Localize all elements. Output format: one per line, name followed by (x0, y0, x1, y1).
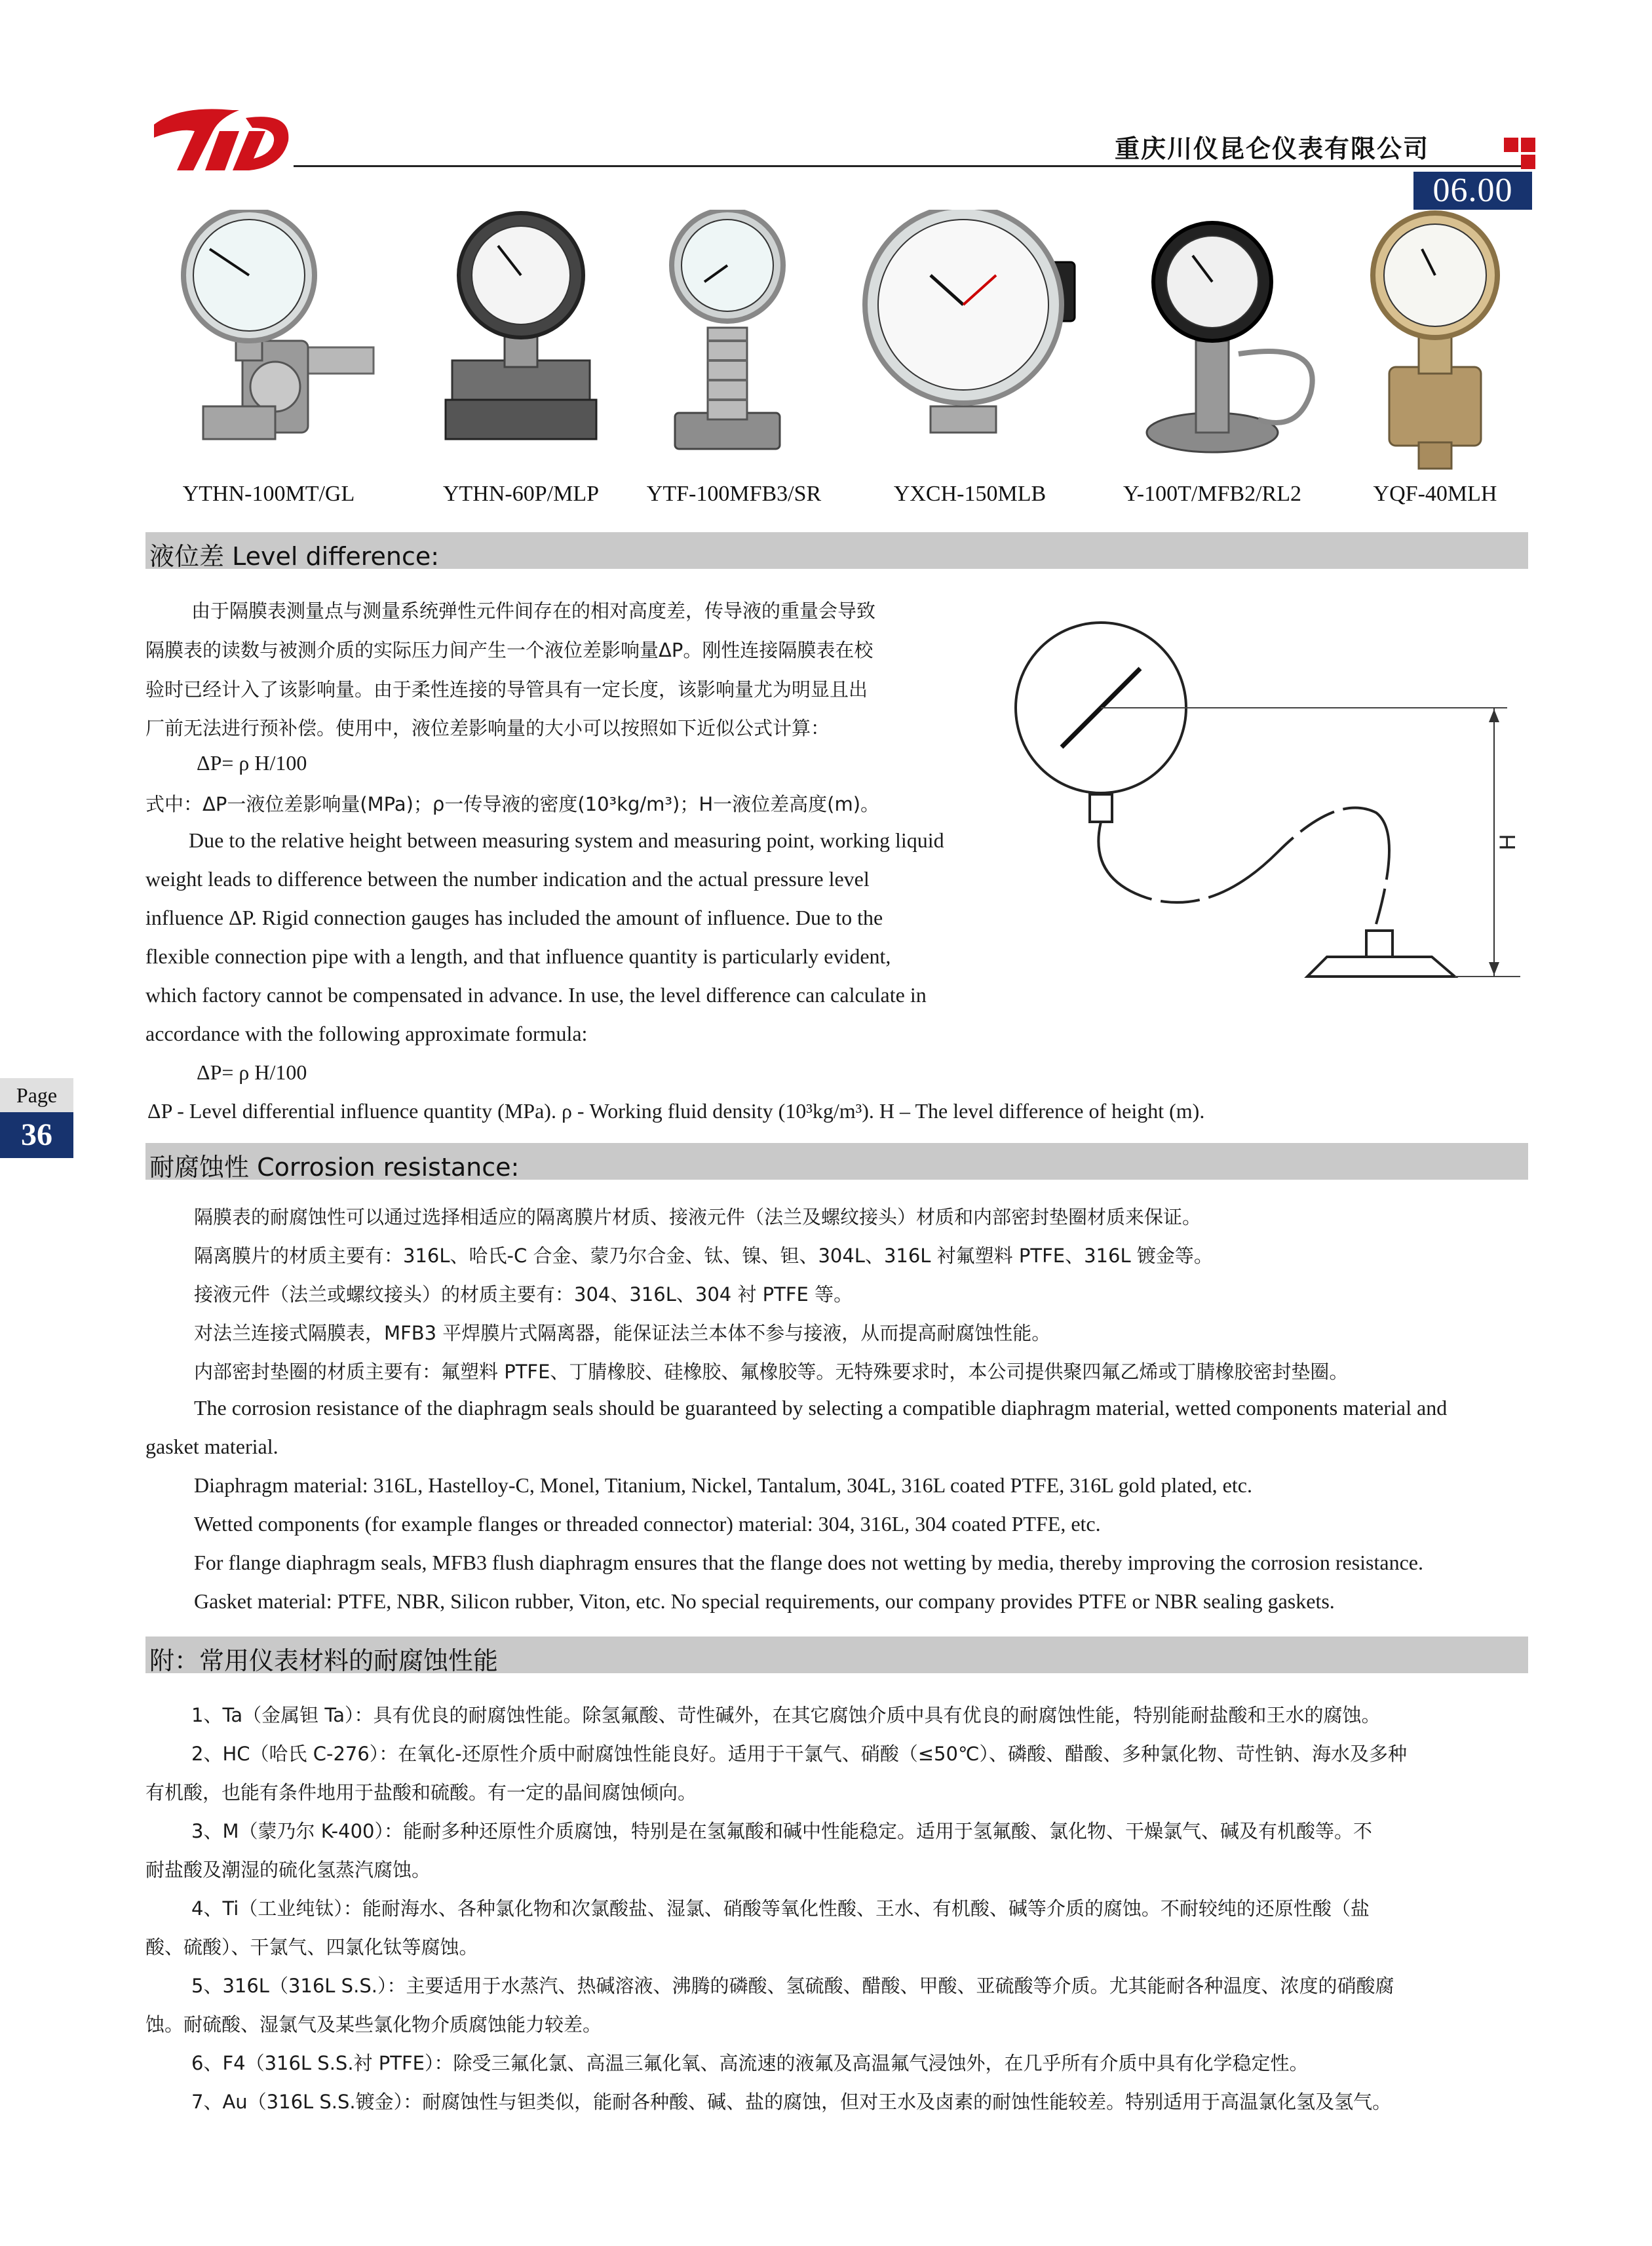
page-number: 36 (0, 1112, 73, 1158)
level-en-line-3: influence ΔP. Rigid connection gauges has included the amount of influence. Due to the (145, 906, 883, 929)
product-caption-2: YTHN-60P/MLP (442, 482, 600, 506)
appendix-line-10: 6、F4（316L S.S.衬 PTFE）：除受三氟化氯、高温三氟化氧、高流速的液氟及高温氟气浸蚀外，在几乎所有介质中具有化学稳定性。 (191, 2052, 1309, 2074)
company-logo (141, 105, 295, 177)
level-difference-diagram (996, 616, 1533, 1003)
level-en-line-1: Due to the relative height between measuring system and measuring point, working liquid (189, 828, 944, 852)
corrosion-en-line-6: Gasket material: PTFE, NBR, Silicon rubber, Viton, etc. No special requirements, our company provides PTFE or NBR sealing gaskets. (194, 1589, 1335, 1613)
product-caption-3: YTF-100MFB3/SR (646, 482, 822, 506)
level-en-line-2: weight leads to difference between the number indication and the actual pressure level (145, 867, 870, 891)
company-name: 重庆川仪昆仑仪表有限公司 (1114, 134, 1429, 163)
product-caption-4: YXCH-150MLB (893, 482, 1047, 506)
product-image-4 (858, 210, 1088, 472)
appendix-line-3: 有机酸，也能有条件地用于盐酸和硫酸。有一定的晶间腐蚀倾向。 (145, 1781, 697, 1804)
product-caption-5: Y-100T/MFB2/RL2 (1123, 482, 1302, 506)
appendix-line-6: 4、Ti（工业纯钛）：能耐海水、各种氯化物和次氯酸盐、湿氯、硝酸等氧化性酸、王水、有机酸、碱等介质的腐蚀。不耐较纯的还原性酸（盐 (191, 1897, 1370, 1920)
product-image-3 (655, 210, 799, 478)
level-cn-line-1: 由于隔膜表测量点与测量系统弹性元件间存在的相对高度差，传导液的重量会导致 (191, 600, 876, 622)
product-image-1 (157, 210, 380, 472)
appendix-line-5: 耐盐酸及潮湿的硫化氢蒸汽腐蚀。 (145, 1859, 431, 1881)
header-rule (294, 165, 1532, 167)
appendix-line-9: 蚀。耐硫酸、湿氯气及某些氯化物介质腐蚀能力较差。 (145, 2013, 602, 2036)
appendix-line-4: 3、M（蒙乃尔 K-400）：能耐多种还原性介质腐蚀，特别是在氢氟酸和碱中性能稳定。适用于氢氟酸、氯化物、干燥氯气、碱及有机酸等。不 (191, 1820, 1372, 1842)
product-image-5 (1140, 210, 1350, 472)
level-cn-line-4: 厂前无法进行预补偿。使用中，液位差影响量的大小可以按照如下近似公式计算： (145, 717, 830, 739)
level-en-line-6: accordance with the following approximate formula: (145, 1022, 588, 1045)
corrosion-cn-line-2: 隔离膜片的材质主要有：316L、哈氏-C 合金、蒙乃尔合金、钛、镍、钽、304L、316L 衬氟塑料 PTFE、316L 镀金等。 (194, 1245, 1213, 1267)
corrosion-en-line-3: Diaphragm material: 316L, Hastelloy-C, Monel, Titanium, Nickel, Tantalum, 304L, 316L coated PTFE, 316L gold plated, etc. (194, 1473, 1252, 1497)
section-bar-appendix (145, 1636, 1528, 1673)
corrosion-en-line-2: gasket material. (145, 1435, 279, 1458)
section-title-appendix: 附：常用仪表材料的耐腐蚀性能 (149, 1646, 499, 1675)
corrosion-en-line-5: For flange diaphragm seals, MFB3 flush diaphragm ensures that the flange does not wetting by media, thereby improving the corrosion resistance. (194, 1551, 1423, 1574)
corrosion-cn-line-4: 对法兰连接式隔膜表，MFB3 平焊膜片式隔离器，能保证法兰本体不参与接液，从而提高耐腐蚀性能。 (194, 1322, 1051, 1344)
section-title-level-difference: 液位差 Level difference: (149, 542, 440, 571)
section-bar-level-difference (145, 532, 1528, 569)
product-image-6 (1363, 210, 1507, 472)
page-tab-label: Page (0, 1078, 73, 1112)
corrosion-cn-line-1: 隔膜表的耐腐蚀性可以通过选择相适应的隔离膜片材质、接液元件（法兰及螺纹接头）材质和内部密封垫圈材质来保证。 (194, 1206, 1202, 1228)
section-number-badge: 06.00 (1413, 172, 1532, 210)
appendix-line-2: 2、HC（哈氏 C-276）：在氧化-还原性介质中耐腐蚀性能良好。适用于干氯气、硝酸（≤50℃）、磷酸、醋酸、多种氯化物、苛性钠、海水及多种 (191, 1743, 1408, 1765)
section-title-corrosion: 耐腐蚀性 Corrosion resistance: (149, 1153, 520, 1182)
corrosion-en-line-4: Wetted components (for example flanges or threaded connector) material: 304, 316L, 304 coated PTFE, etc. (194, 1512, 1101, 1536)
diagram-height-label: H (1495, 834, 1520, 851)
section-bar-corrosion (145, 1143, 1528, 1180)
level-cn-legend: 式中：ΔP一液位差影响量(MPa)；ρ一传导液的密度(10³kg/m³)；H一液位差高度(m)。 (145, 793, 880, 815)
appendix-line-8: 5、316L（316L S.S.）：主要适用于水蒸汽、热碱溶液、沸腾的磷酸、氢硫酸、醋酸、甲酸、亚硫酸等介质。尤其能耐各种温度、浓度的硝酸腐 (191, 1975, 1394, 1997)
level-en-legend: ΔP - Level differential influence quantity (MPa). ρ - Working fluid density (10³kg/m³). H – The level difference of height (m). (147, 1099, 1205, 1123)
page-tab (0, 1078, 73, 1160)
appendix-line-1: 1、Ta（金属钽 Ta）：具有优良的耐腐蚀性能。除氢氟酸、苛性碱外，在其它腐蚀介质中具有优良的耐腐蚀性能，特别能耐盐酸和王水的腐蚀。 (191, 1704, 1381, 1726)
level-en-line-5: which factory cannot be compensated in advance. In use, the level difference can calculate in (145, 983, 927, 1007)
corrosion-cn-line-3: 接液元件（法兰或螺纹接头）的材质主要有：304、316L、304 衬 PTFE 等。 (194, 1283, 853, 1306)
product-caption-1: YTHN-100MT/GL (182, 482, 355, 506)
level-formula-en: ΔP= ρ H/100 (197, 1060, 307, 1084)
level-en-line-4: flexible connection pipe with a length, and that influence quantity is particularly evident, (145, 944, 891, 968)
corrosion-cn-line-5: 内部密封垫圈的材质主要有：氟塑料 PTFE、丁腈橡胶、硅橡胶、氟橡胶等。无特殊要求时，本公司提供聚四氟乙烯或丁腈橡胶密封垫圈。 (194, 1361, 1349, 1383)
product-caption-6: YQF-40MLH (1373, 482, 1497, 506)
level-cn-line-3: 验时已经计入了该影响量。由于柔性连接的导管具有一定长度，该影响量尤为明显且出 (145, 678, 868, 701)
appendix-line-7: 酸、硫酸）、干氯气、四氯化钛等腐蚀。 (145, 1936, 478, 1958)
level-cn-line-2: 隔膜表的读数与被测介质的实际压力间产生一个液位差影响量ΔP。刚性连接隔膜表在校 (145, 639, 874, 661)
corner-squares-decoration (1504, 138, 1535, 169)
appendix-line-11: 7、Au（316L S.S.镀金）：耐腐蚀性与钽类似，能耐各种酸、碱、盐的腐蚀，但对王水及卤素的耐蚀性能较差。特别适用于高温氯化氢及氢气。 (191, 2091, 1392, 2113)
corrosion-en-line-1: The corrosion resistance of the diaphragm seals should be guaranteed by selecting a compatible diaphragm material, wetted components material and (194, 1396, 1448, 1420)
product-image-2 (426, 210, 616, 472)
level-formula-cn: ΔP= ρ H/100 (197, 751, 307, 775)
